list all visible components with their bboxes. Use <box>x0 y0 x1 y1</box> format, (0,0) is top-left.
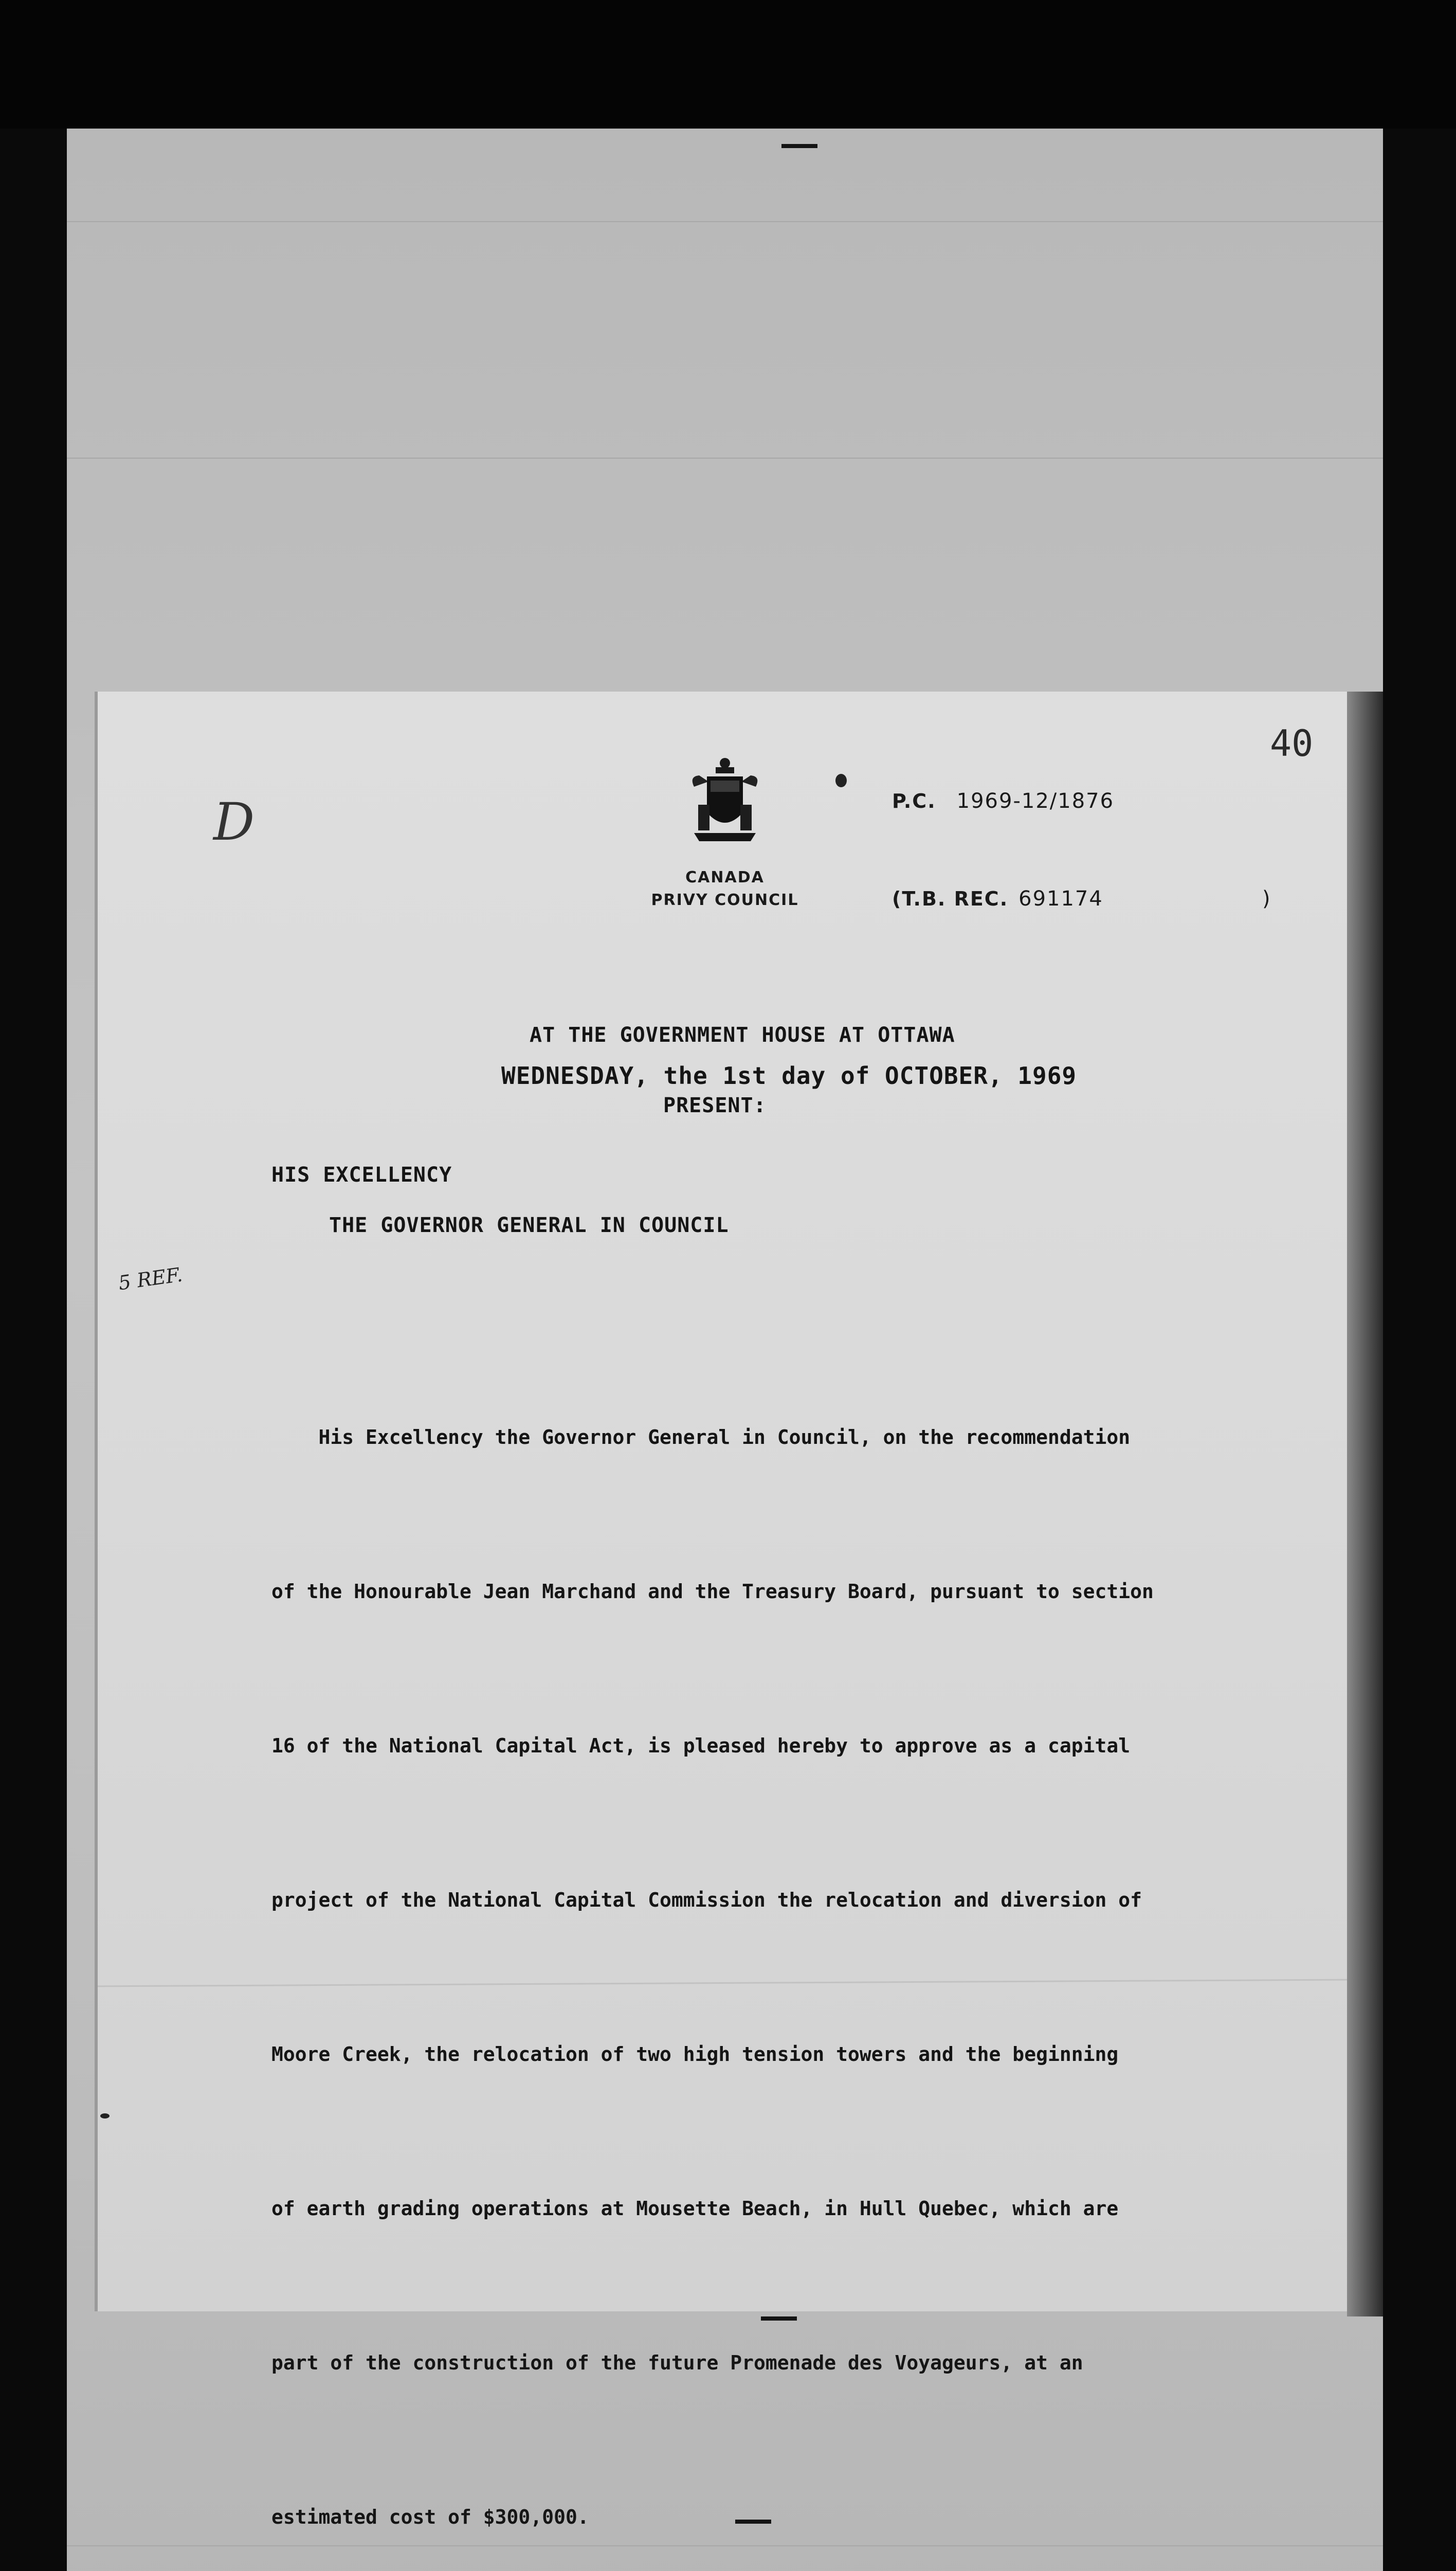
excellency-line: HIS EXCELLENCY <box>271 1163 452 1187</box>
crest-caption-country: CANADA <box>685 868 765 886</box>
registration-mark <box>781 144 817 148</box>
pc-number <box>892 789 1114 813</box>
handwritten-letter: D <box>213 792 255 852</box>
film-border-top <box>0 0 1456 129</box>
body-line: part of the construction of the future Promenade des Voyageurs, at an <box>271 2351 1083 2374</box>
page-edge-shadow <box>1347 692 1383 2316</box>
date-heading: WEDNESDAY, the 1st day of OCTOBER, 1969 <box>501 1062 1077 1090</box>
body-line: of the Honourable Jean Marchand and the Treasury Board, pursuant to section <box>271 1580 1154 1603</box>
body-line: His Excellency the Governor General in Council, on the recommendation <box>271 1426 1131 1449</box>
crest-caption <box>643 866 807 912</box>
crest-caption-body: PRIVY COUNCIL <box>651 891 799 909</box>
ink-speck <box>100 2113 110 2119</box>
treasury-board-reference <box>892 887 1271 911</box>
coat-of-arms-icon <box>684 756 766 843</box>
tb-label: (T.B. REC. <box>892 888 1009 910</box>
ink-speck <box>835 774 847 787</box>
tb-number: 691174 <box>1018 887 1103 911</box>
present-heading: PRESENT: <box>663 1094 767 1117</box>
scan-line <box>67 221 1383 222</box>
body-line: estimated cost of $300,000. <box>271 2506 589 2528</box>
place-heading: AT THE GOVERNMENT HOUSE AT OTTAWA <box>530 1023 955 1047</box>
body-line: Moore Creek, the relocation of two high tension towers and the beginning <box>271 2043 1119 2066</box>
body-line: 16 of the National Capital Act, is pleased hereby to approve as a capital <box>271 1734 1131 1757</box>
body-line: project of the National Capital Commission the relocation and diversion of <box>271 1889 1142 1911</box>
handwritten-margin-note: 5 REF. <box>117 1263 184 1295</box>
governor-general-line: THE GOVERNOR GENERAL IN COUNCIL <box>329 1214 729 1237</box>
pc-label: P.C. <box>892 790 936 812</box>
page-number-annotation: 40 <box>1270 722 1314 765</box>
scan-line <box>67 458 1383 459</box>
order-body <box>271 1309 1154 2571</box>
body-line: of earth grading operations at Mousette Beach, in Hull Quebec, which are <box>271 2197 1119 2220</box>
tb-close-paren: ) <box>1262 887 1271 911</box>
pc-number-value: 1969-12/1876 <box>956 789 1115 813</box>
